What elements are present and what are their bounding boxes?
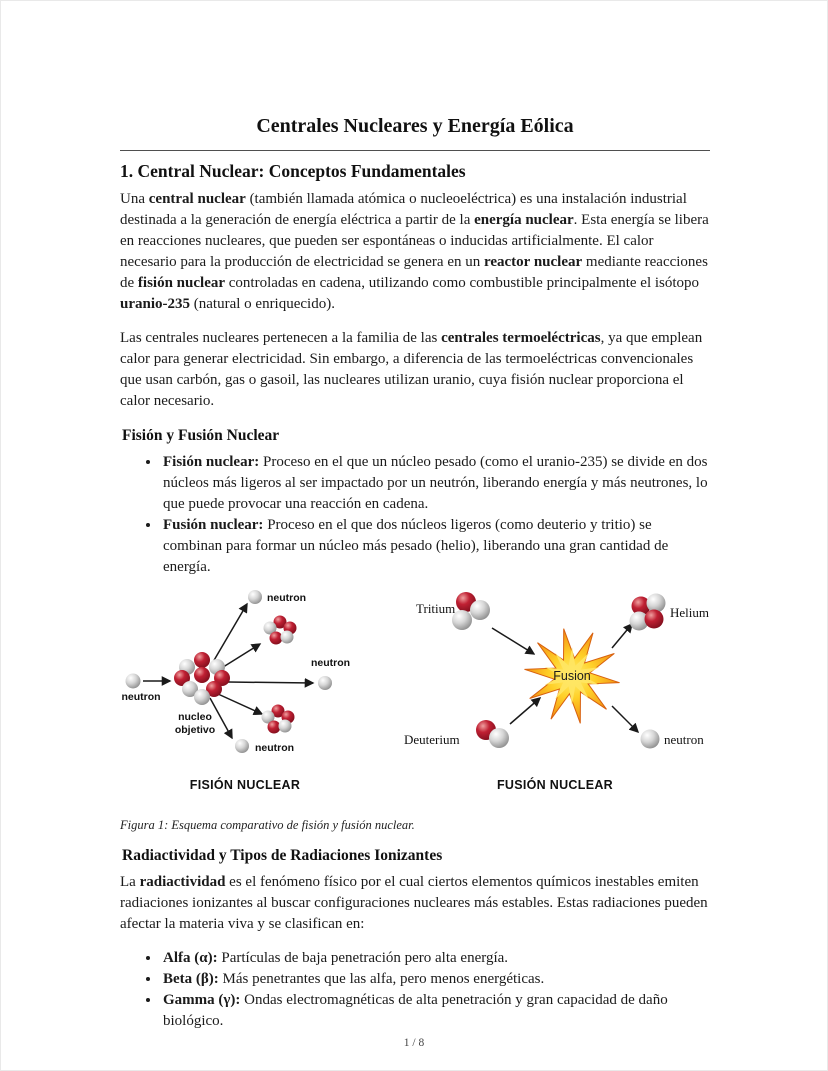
tritium-label: Tritium [416,601,456,616]
figure-fission-fusion [120,586,710,833]
fusion-diagram [400,586,710,761]
list-item-fission: • Fisión nuclear: Proceso en el que un núcleo pesado (como el uranio-235) se divide en dos núcleos más ligeros al ser impactado por un neutrón, liberando energía y más neutrones, lo que puede provocar una reacción en cadena. [161,452,710,515]
fission-fusion-list [120,452,710,578]
title-divider [120,150,710,151]
list-item-gamma: • Gamma (γ): Ondas electromagnéticas de alta penetración y gran capacidad de daño biológico. [161,990,710,1032]
fission-diagram [120,586,370,761]
fusion-diagram-title: FUSIÓN NUCLEAR [496,778,613,792]
deuterium-label: Deuterium [404,732,460,747]
target-label-line2: objetivo [174,724,216,736]
neutron-label: neutron [267,592,307,604]
neutron-label: neutron [121,691,161,703]
document-title: Centrales Nucleares y Energía Eólica [256,115,574,137]
target-nucleus [174,652,230,705]
fusion-diagram-block [400,586,710,792]
emitted-neutron-sphere-top [248,590,262,604]
page-number: 1 / 8 [403,1037,425,1049]
helium-spheres [630,594,666,631]
list-item-beta: • Beta (β): Más penetrantes que las alfa, pero menos energéticas. [161,969,710,990]
neutron-label: neutron [664,732,704,747]
figure-caption: Figura 1: Esquema comparativo de fisión y fusión nuclear. [120,818,415,832]
neutron-label: neutron [255,742,295,754]
page-footer [1,1037,827,1049]
emitted-neutron-sphere-middle [318,676,332,690]
section-1-heading: 1. Central Nuclear: Conceptos Fundamentales [120,161,466,181]
fission-fusion-heading: Fisión y Fusión Nuclear [122,427,280,444]
fragment-nucleus-top [264,616,297,645]
intro-paragraph-2: Las centrales nucleares pertenecen a la familia de las centrales termoeléctricas, ya que emplean calor para generar electricidad. Sin embargo, a diferencia de las termoeléctricas convencionales que usan carbón, gas o gasoil, las nucleares utilizan uranio, cuya fisión nuclear proporciona el calor necesario. [120,330,703,409]
neutron-label: neutron [311,657,351,669]
tritium-spheres [452,592,490,630]
intro-paragraph-1: Una central nuclear (también llamada atómica o nucleoeléctrica) es una instalación industrial destinada a la generación de energía eléctrica a partir de la energía nuclear. Esta energía se libera en reacciones nucleares, que pueden ser espontáneas o inducidas artificialmente. El calor necesario para la producción de electricidad se genera en un reactor nuclear mediante reacciones de fisión nuclear controladas en cadena, utilizando como combustible principalmente el isótopo uranio-235 (natural o enriquecido). [120,191,709,312]
radioactivity-heading: Radiactividad y Tipos de Radiaciones Ionizantes [122,847,443,864]
fission-diagram-title: FISIÓN NUCLEAR [189,778,301,792]
fusion-label: Fusion [553,669,591,683]
radioactivity-paragraph: La radiactividad es el fenómeno físico por el cual ciertos elementos químicos inestables emiten radiaciones ionizantes al buscar configuraciones nucleares más estables. Estas radiaciones pueden afectar la materia viva y se clasifican en: [120,874,708,932]
emitted-neutron-sphere-bottom [235,739,249,753]
fragment-nucleus-bottom [262,705,295,734]
deuterium-spheres [476,720,509,748]
fission-diagram-block [120,586,370,792]
list-item-fusion: • Fusión nuclear: Proceso en el que dos núcleos ligeros (como deuterio y tritio) se combinan para formar un núcleo más pesado (helio), liberando una gran cantidad de energía. [161,515,710,578]
helium-label: Helium [670,605,709,620]
fusion-neutron-sphere [641,730,660,749]
incoming-neutron-sphere [126,674,141,689]
list-item-alfa: • Alfa (α): Partículas de baja penetración pero alta energía. [161,948,710,969]
fusion-star [518,624,626,728]
radiation-types-list [120,948,710,1032]
figure-diagrams [120,586,710,792]
target-label-line1: nucleo [178,711,212,723]
